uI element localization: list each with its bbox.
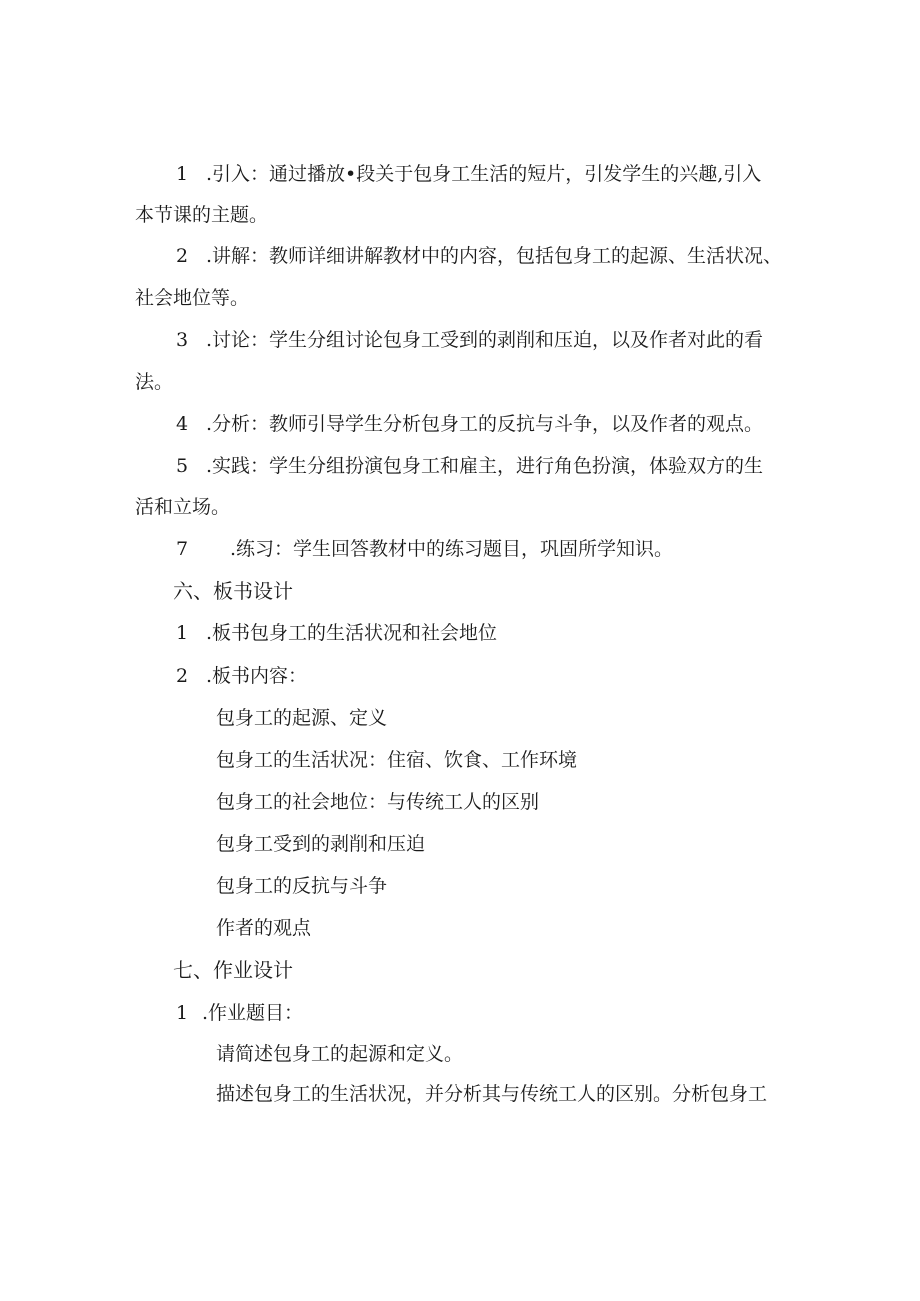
process-item-7: [176, 537, 673, 561]
board-content-line: 包身工的反抗与斗争: [216, 875, 388, 897]
item-number: 1: [176, 622, 189, 644]
section-7-item-1: [176, 1001, 303, 1025]
item-text: .板书包身工的生活状况和社会地位: [206, 622, 498, 644]
item-text: .引入：通过播放•段关于包身工生活的短片，引发学生的兴趣,引入: [206, 163, 762, 185]
item-number: 4: [176, 413, 189, 435]
homework-question: 描述包身工的生活状况，并分析其与传统工人的区别。分析包身工: [216, 1083, 768, 1105]
item-number: 5: [176, 455, 189, 477]
process-item-5-continuation: 活和立场。: [135, 496, 231, 518]
item-text: .分析：教师引导学生分析包身工的反抗与斗争，以及作者的观点。: [206, 413, 764, 435]
process-item-1-continuation: 本节课的主题。: [135, 204, 269, 226]
board-content-line: 作者的观点: [216, 917, 312, 939]
board-content-line: 包身工受到的剥削和压迫: [216, 833, 426, 855]
process-item-5: [176, 454, 763, 478]
process-item-2: [176, 244, 782, 268]
item-number: 3: [176, 329, 189, 351]
item-number: 7: [176, 538, 189, 560]
item-text: .练习：学生回答教材中的练习题目，巩固所学知识。: [230, 538, 674, 560]
homework-question: 请简述包身工的起源和定义。: [216, 1043, 464, 1065]
item-number: 1: [176, 163, 189, 185]
process-item-3-continuation: 法。: [135, 371, 174, 393]
process-item-4: [176, 412, 763, 436]
board-content-line: 包身工的社会地位：与传统工人的区别: [216, 791, 540, 813]
section-6-item-2: [176, 664, 307, 688]
item-text: .实践：学生分组扮演包身工和雇主，进行角色扮演，体验双方的生: [206, 455, 764, 477]
section-6-heading: 六、板书设计: [173, 579, 293, 603]
item-number: 2: [176, 665, 189, 687]
board-content-line: 包身工的起源、定义: [216, 707, 388, 729]
item-text: .讨论：学生分组讨论包身工受到的剥削和压迫，以及作者对此的看: [206, 329, 764, 351]
item-number: 1: [176, 1002, 189, 1024]
process-item-1: [176, 162, 761, 186]
section-7-heading: 七、作业设计: [173, 958, 293, 982]
item-text: .板书内容：: [206, 665, 308, 687]
item-text: .作业题目：: [202, 1002, 304, 1024]
board-content-line: 包身工的生活状况：住宿、饮食、工作环境: [216, 749, 578, 771]
item-text: .讲解：教师详细讲解教材中的内容，包括包身工的起源、生活状况、: [206, 245, 783, 267]
section-6-item-1: [176, 621, 497, 645]
process-item-2-continuation: 社会地位等。: [135, 287, 250, 309]
process-item-3: [176, 328, 763, 352]
item-number: 2: [176, 245, 189, 267]
